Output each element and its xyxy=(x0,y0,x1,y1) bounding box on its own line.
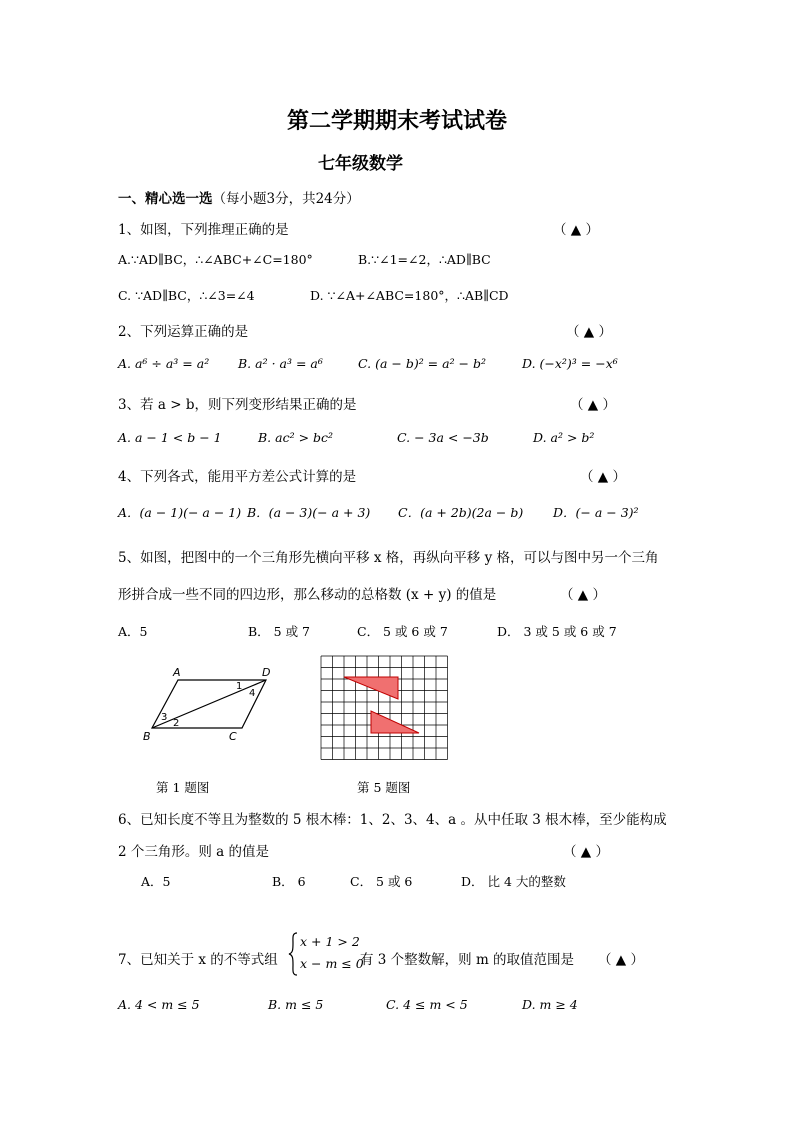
q5-option-d[interactable]: D． 3 或 5 或 6 或 7 xyxy=(497,624,617,639)
q2-stem: 2、下列运算正确的是 xyxy=(118,324,249,340)
angle-3-label: 3 xyxy=(161,712,168,723)
q6-option-b[interactable]: B． 6 xyxy=(272,874,306,889)
inequality-2: x − m ≤ 0 xyxy=(300,956,364,971)
q6-option-c[interactable]: C． 5 或 6 xyxy=(350,874,413,889)
q5-stem-line1: 5、如图，把图中的一个三角形先横向平移 x 格，再纵向平移 y 格，可以与图中另一个三角 xyxy=(118,550,659,566)
q3-option-d[interactable]: D. a² > b² xyxy=(533,430,595,445)
section-heading-note: （每小题3分，共24分） xyxy=(212,191,360,207)
angle-2-label: 2 xyxy=(173,718,180,729)
inequality-1: x + 1 > 2 xyxy=(300,934,360,949)
q4-option-d[interactable]: D．(− a − 3)² xyxy=(553,505,639,520)
figure-5-caption: 第 5 题图 xyxy=(357,780,411,795)
page-subtitle: 七年级数学 xyxy=(318,154,403,174)
q3-answer-blank[interactable]: （ ▲ ） xyxy=(570,397,616,413)
angle-1-label: 1 xyxy=(236,681,243,692)
q6-stem-line1: 6、已知长度不等且为整数的 5 根木棒：1、2、3、4、a 。从中任取 3 根木棒，至少能构成 xyxy=(118,812,667,828)
angle-4-label: 4 xyxy=(249,688,256,699)
q2-option-d[interactable]: D. (−x²)³ = −x⁶ xyxy=(522,356,618,371)
q3-option-c[interactable]: C. − 3a < −3b xyxy=(397,430,489,445)
q1-option-c[interactable]: C. ∵AD∥BC，∴∠3=∠4 xyxy=(118,288,255,303)
q7-option-b[interactable]: B. m ≤ 5 xyxy=(268,997,324,1012)
q6-option-d[interactable]: D． 比 4 大的整数 xyxy=(461,874,566,889)
q2-option-a[interactable]: A. a⁶ ÷ a³ = a² xyxy=(118,356,210,371)
q3-option-a[interactable]: A. a − 1 < b − 1 xyxy=(118,430,222,445)
q4-option-b[interactable]: B．(a − 3)(− a + 3) xyxy=(247,505,371,520)
q5-option-c[interactable]: C． 5 或 6 或 7 xyxy=(357,624,448,639)
red-triangle-bottom xyxy=(371,711,419,733)
vertex-b-label: B xyxy=(143,730,151,743)
q5-answer-blank[interactable]: （ ▲ ） xyxy=(560,587,606,603)
q6-stem-line2: 2 个三角形。则 a 的值是 xyxy=(118,844,270,860)
figure-1-caption: 第 1 题图 xyxy=(156,780,210,795)
q5-option-b[interactable]: B． 5 或 7 xyxy=(248,624,311,639)
q7-stem-after: 有 3 个整数解，则 m 的取值范围是 xyxy=(360,952,575,968)
section-heading xyxy=(118,187,360,207)
q1-answer-blank[interactable]: （ ▲ ） xyxy=(553,222,599,238)
inequality-system xyxy=(288,932,364,976)
q6-answer-blank[interactable]: （ ▲ ） xyxy=(563,844,609,860)
q2-answer-blank[interactable]: （ ▲ ） xyxy=(566,324,612,340)
q7-stem-before: 7、已知关于 x 的不等式组 xyxy=(118,952,278,968)
page-title: 第二学期期末考试试卷 xyxy=(286,108,507,134)
q4-answer-blank[interactable]: （ ▲ ） xyxy=(580,469,626,485)
q3-stem: 3、若 a > b，则下列变形结果正确的是 xyxy=(118,397,357,413)
q7-option-c[interactable]: C. 4 ≤ m < 5 xyxy=(386,997,468,1012)
vertex-c-label: C xyxy=(229,730,237,743)
q4-stem: 4、下列各式，能用平方差公式计算的是 xyxy=(118,469,357,485)
q7-option-d[interactable]: D. m ≥ 4 xyxy=(522,997,578,1012)
q4-option-c[interactable]: C．(a + 2b)(2a − b) xyxy=(398,505,524,520)
q3-option-b[interactable]: B. ac² > bc² xyxy=(258,430,334,445)
q5-stem-line2: 形拼合成一些不同的四边形，那么移动的总格数 (x + y) 的值是 xyxy=(118,587,497,603)
red-triangle-top xyxy=(344,677,398,699)
q4-option-a[interactable]: A．(a − 1)(− a − 1) xyxy=(118,505,242,520)
left-brace-icon xyxy=(288,932,298,976)
section-heading-title: 一、精心选一选 xyxy=(118,191,213,207)
q7-answer-blank[interactable]: （ ▲ ） xyxy=(598,952,644,968)
q1-option-d[interactable]: D. ∵∠A+∠ABC=180°，∴AB∥CD xyxy=(310,288,509,303)
q1-option-a[interactable]: A.∵AD∥BC，∴∠ABC+∠C=180° xyxy=(118,252,313,267)
q2-option-b[interactable]: B. a² · a³ = a⁶ xyxy=(238,356,323,371)
vertex-a-label: A xyxy=(173,666,181,679)
q7-option-a[interactable]: A. 4 < m ≤ 5 xyxy=(118,997,200,1012)
q5-option-a[interactable]: A．5 xyxy=(118,624,148,639)
q6-option-a[interactable]: A．5 xyxy=(141,874,171,889)
figure-1-parallelogram xyxy=(140,660,290,750)
grid-lines xyxy=(321,656,448,760)
vertex-d-label: D xyxy=(262,666,271,679)
figure-5-grid xyxy=(320,655,448,767)
q2-option-c[interactable]: C. (a − b)² = a² − b² xyxy=(358,356,487,371)
q1-stem: 1、如图，下列推理正确的是 xyxy=(118,222,289,238)
q1-option-b[interactable]: B.∵∠1=∠2，∴AD∥BC xyxy=(358,252,491,267)
